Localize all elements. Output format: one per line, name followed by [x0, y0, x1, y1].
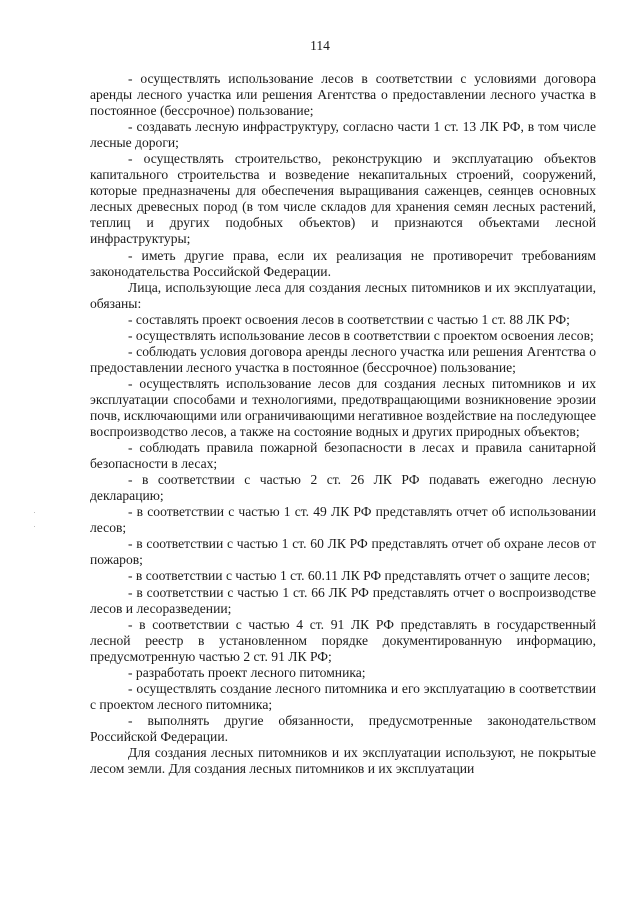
paragraph: - в соответствии с частью 1 ст. 66 ЛК РФ представлять отчет о воспроизводстве лесов и лесоразведении; [90, 584, 596, 616]
paragraph: - составлять проект освоения лесов в соответствии с частью 1 ст. 88 ЛК РФ; [128, 311, 570, 327]
scan-speck [34, 526, 35, 527]
paragraph: - иметь другие права, если их реализация не противоречит требованиям законодательства Российской Федерации. [90, 247, 596, 279]
paragraph: - осуществлять использование лесов для создания лесных питомников и их эксплуатации способами и технологиями, предотвращающими возникновение эрозии почв, исключающими или ограничивающими негативное воздействие на последующее воспроизводство лесов, а также на состояние водных и других природных объектов; [90, 375, 596, 440]
paragraph: - в соответствии с частью 1 ст. 60.11 ЛК РФ представлять отчет о защите лесов; [128, 568, 591, 584]
paragraph: Для создания лесных питомников и их эксплуатации используют, не покрытые лесом земли. Для создания лесных питомников и их эксплуатации [90, 744, 596, 777]
paragraph: - осуществлять создание лесного питомника и его эксплуатацию в соответствии с проектом лесного питомника; [90, 680, 596, 712]
paragraph: - в соответствии с частью 1 ст. 49 ЛК РФ представлять отчет об использовании лесов; [90, 504, 596, 536]
paragraph: - осуществлять использование лесов в соответствии с проектом освоения лесов; [128, 327, 594, 343]
paragraph: - осуществлять использование лесов в соответствии с условиями договора аренды лесного участка или решения Агентства о предоставлении лесного участка в постоянное (бессрочное) пользование; [90, 71, 596, 119]
page-number: 114 [310, 38, 330, 53]
paragraph: - выполнять другие обязанности, предусмотренные законодательством Российской Федерации. [90, 712, 596, 744]
body-text [90, 71, 596, 777]
paragraph: - соблюдать условия договора аренды лесного участка или решения Агентства о предоставлении лесного участка в постоянное (бессрочное) пользование; [90, 343, 596, 375]
paragraph: - разработать проект лесного питомника; [128, 664, 366, 680]
paragraph: - создавать лесную инфраструктуру, согласно части 1 ст. 13 ЛК РФ, в том числе лесные дороги; [90, 119, 596, 151]
paragraph: - в соответствии с частью 1 ст. 60 ЛК РФ представлять отчет об охране лесов от пожаров; [90, 536, 596, 568]
paragraph: - в соответствии с частью 2 ст. 26 ЛК РФ подавать ежегодно лесную декларацию; [90, 472, 596, 504]
paragraph: - соблюдать правила пожарной безопасности в лесах и правила санитарной безопасности в лесах; [90, 440, 596, 472]
paragraph: - осуществлять строительство, реконструкцию и эксплуатацию объектов капитального строительства и возведение некапитальных строений, сооружений, которые предназначены для обеспечения выращивания саженцев, сеянцев основных лесных древесных пород (в том числе складов для хранения семян лесных растений, теплиц и других подобных объектов) и признаются объектами лесной инфраструктуры; [90, 151, 596, 247]
paragraph: - в соответствии с частью 4 ст. 91 ЛК РФ представлять в государственный лесной реестр в установленном порядке документированную информацию, предусмотренную частью 2 ст. 91 ЛК РФ; [90, 616, 596, 664]
scan-speck [34, 512, 35, 513]
paragraph: Лица, использующие леса для создания лесных питомников и их эксплуатации, обязаны: [90, 279, 596, 311]
